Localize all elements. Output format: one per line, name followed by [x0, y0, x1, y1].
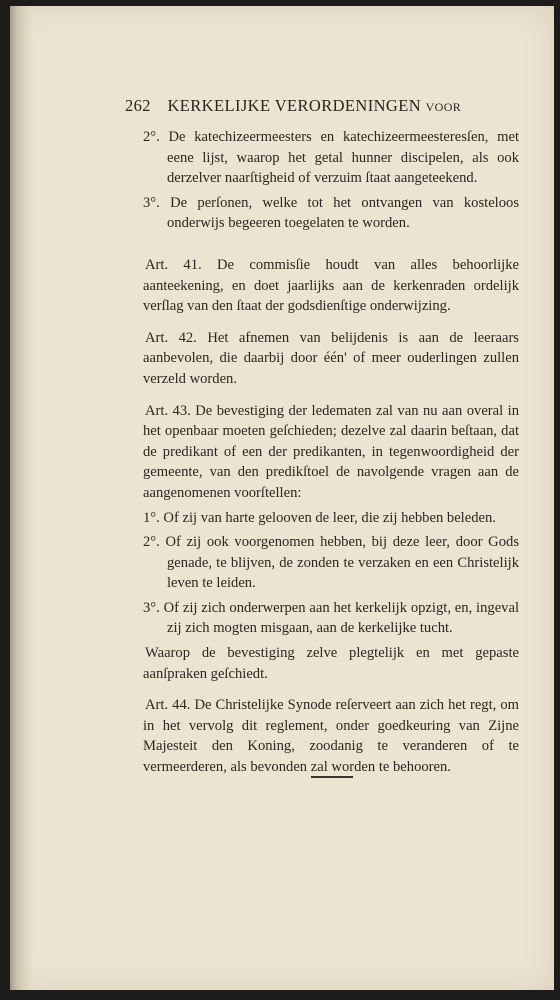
list-item: 2°. De katechizeermeesters en katechizeermeesteresſen, met eene lijst, waarop het getal hunner discipelen, als ook derzelver naarſtigheid of verzuim ſtaat aangeteekend. [143, 129, 519, 187]
article-41: Art. 41. De commisſie houdt van alles behoorlijke aanteekening, en doet jaarlijks aan de kerkenraden ordelijk verſlag van den ſtaat der godsdienſtige onderwijzing. [143, 256, 519, 315]
list-item: 2°. Of zij ook voorgenomen hebben, bij deze leer, door Gods genade, te blijven, de zonden te verzaken en een Christelijk leven te leiden. [143, 534, 519, 592]
article-43-closing: Waarop de bevestiging zelve plegtelijk en met gepaste aanſpraken geſchiedt. [143, 645, 519, 682]
article-43: Art. 43. De bevestiging der ledematen zal van nu aan overal in het openbaar moeten geſchieden; dezelve zal daarin beſtaan, dat de predikant of een der predikanten, in tegenwoordigheid der gemeente, van den predikſtoel de navolgende vragen aan de aangenomenen voorſtellen: [143, 402, 519, 501]
list-item: 3°. Of zij zich onderwerpen aan het kerkelijk opzigt, en, ingeval zij zich mogten misgaan, aan de kerkelijke tucht. [143, 599, 519, 637]
article-42: Art. 42. Het afnemen van belijdenis is aan de leeraars aanbevolen, die daarbij door één' of meer ouderlingen zullen verzeld worden. [143, 329, 519, 387]
page-number: 262 [125, 96, 151, 115]
list-item: 3°. De perſonen, welke tot het ontvangen van kosteloos onderwijs begeeren toegelaten te worden. [143, 194, 519, 232]
article-44: Art. 44. De Christelijke Synode reſerveert aan zich het regt, om in het vervolg dit reglement, onder goedkeuring van Zijne Majesteit den Koning, zoodanig te veranderen of te vermeerderen, als bevonden zal worden te behooren. [143, 697, 519, 776]
page-gutter-shadow [10, 6, 32, 990]
running-header [125, 96, 470, 116]
list-item: 1°. Of zij van harte gelooven de leer, die zij hebben beleden. [143, 509, 496, 526]
section-end-rule [311, 776, 353, 778]
body-text [143, 127, 519, 778]
running-title: KERKELIJKE VERORDENINGEN voor [167, 96, 462, 115]
